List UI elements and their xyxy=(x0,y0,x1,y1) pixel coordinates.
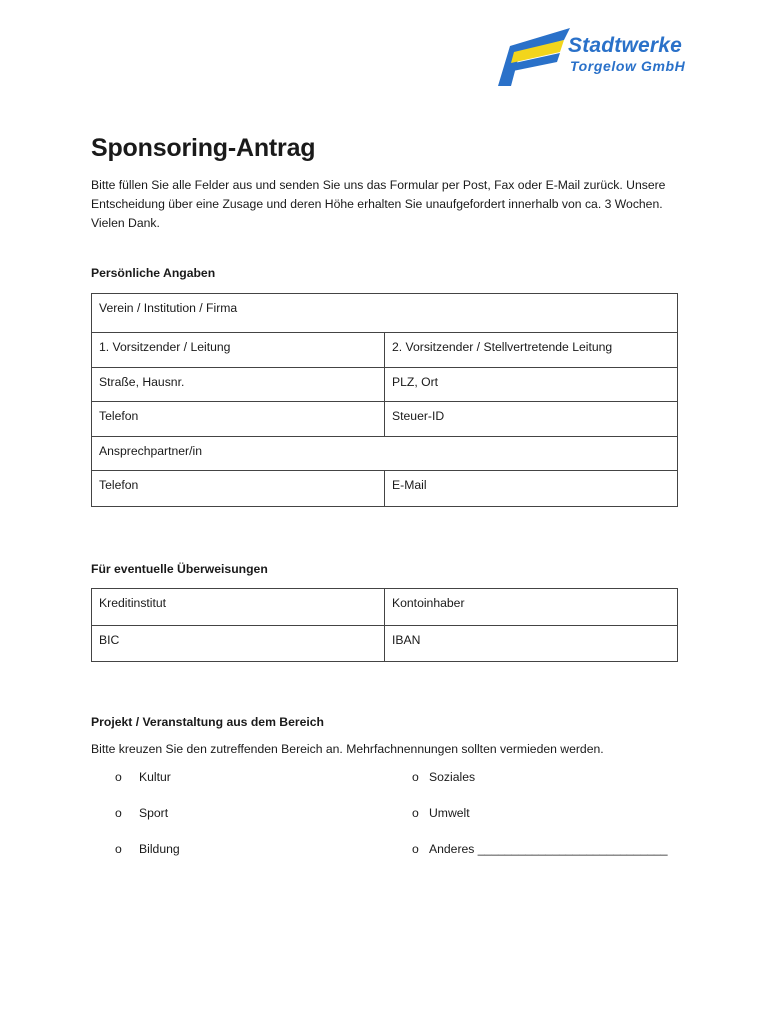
option-kultur[interactable] xyxy=(115,770,171,784)
personal-data-table xyxy=(91,293,678,507)
checkbox-bullet[interactable]: o xyxy=(412,842,419,856)
section-heading-projekt: Projekt / Veranstaltung aus dem Bereich xyxy=(91,715,324,729)
field-kreditinstitut[interactable]: Kreditinstitut xyxy=(92,589,385,626)
option-label: Soziales xyxy=(429,770,476,784)
option-soziales[interactable] xyxy=(412,770,475,784)
option-bildung[interactable] xyxy=(115,842,180,856)
field-strasse[interactable]: Straße, Hausnr. xyxy=(92,368,385,402)
field-plz-ort[interactable]: PLZ, Ort xyxy=(385,368,678,402)
option-label: Kultur xyxy=(139,770,171,784)
stadtwerke-logo-icon xyxy=(484,26,574,88)
field-kontoinhaber[interactable]: Kontoinhaber xyxy=(385,589,678,626)
page-title: Sponsoring-Antrag xyxy=(91,134,316,162)
option-label: Anderes ____________________________ xyxy=(429,842,668,856)
field-verein[interactable]: Verein / Institution / Firma xyxy=(92,294,678,333)
option-sport[interactable] xyxy=(115,806,168,820)
option-umwelt[interactable] xyxy=(412,806,470,820)
option-label: Bildung xyxy=(139,842,180,856)
option-label: Sport xyxy=(139,806,169,820)
field-telefon-contact[interactable]: Telefon xyxy=(92,471,385,507)
intro-text: Bitte füllen Sie alle Felder aus und senden Sie uns das Formular per Post, Fax oder E-Mail zurück. Unsere Entscheidung über eine Zusage und deren Höhe erhalten Sie unaufgefordert innerhalb von ca. 3 Wochen. Vielen Dank. xyxy=(91,178,666,230)
logo-text-line2: Torgelow GmbH xyxy=(570,58,686,74)
logo-text-line1: Stadtwerke xyxy=(568,34,683,57)
projekt-instruction: Bitte kreuzen Sie den zutreffenden Bereich an. Mehrfachnennungen sollten vermieden werden. xyxy=(91,742,604,756)
checkbox-bullet[interactable]: o xyxy=(115,770,122,784)
field-email[interactable]: E-Mail xyxy=(385,471,678,507)
checkbox-bullet[interactable]: o xyxy=(115,842,122,856)
field-iban[interactable]: IBAN xyxy=(385,626,678,662)
field-telefon[interactable]: Telefon xyxy=(92,402,385,437)
company-logo xyxy=(484,26,716,88)
section-heading-bank: Für eventuelle Überweisungen xyxy=(91,562,268,576)
option-anderes[interactable] xyxy=(412,842,668,856)
field-bic[interactable]: BIC xyxy=(92,626,385,662)
option-label: Umwelt xyxy=(429,806,470,820)
field-vorsitz2[interactable]: 2. Vorsitzender / Stellvertretende Leitung xyxy=(385,333,678,368)
section-heading-personal: Persönliche Angaben xyxy=(91,266,216,280)
field-ansprechpartner[interactable]: Ansprechpartner/in xyxy=(92,437,678,471)
field-vorsitz1[interactable]: 1. Vorsitzender / Leitung xyxy=(92,333,385,368)
checkbox-bullet[interactable]: o xyxy=(412,806,419,820)
checkbox-bullet[interactable]: o xyxy=(115,806,122,820)
field-steuer-id[interactable]: Steuer-ID xyxy=(385,402,678,437)
checkbox-bullet[interactable]: o xyxy=(412,770,419,784)
bank-data-table xyxy=(91,588,678,662)
